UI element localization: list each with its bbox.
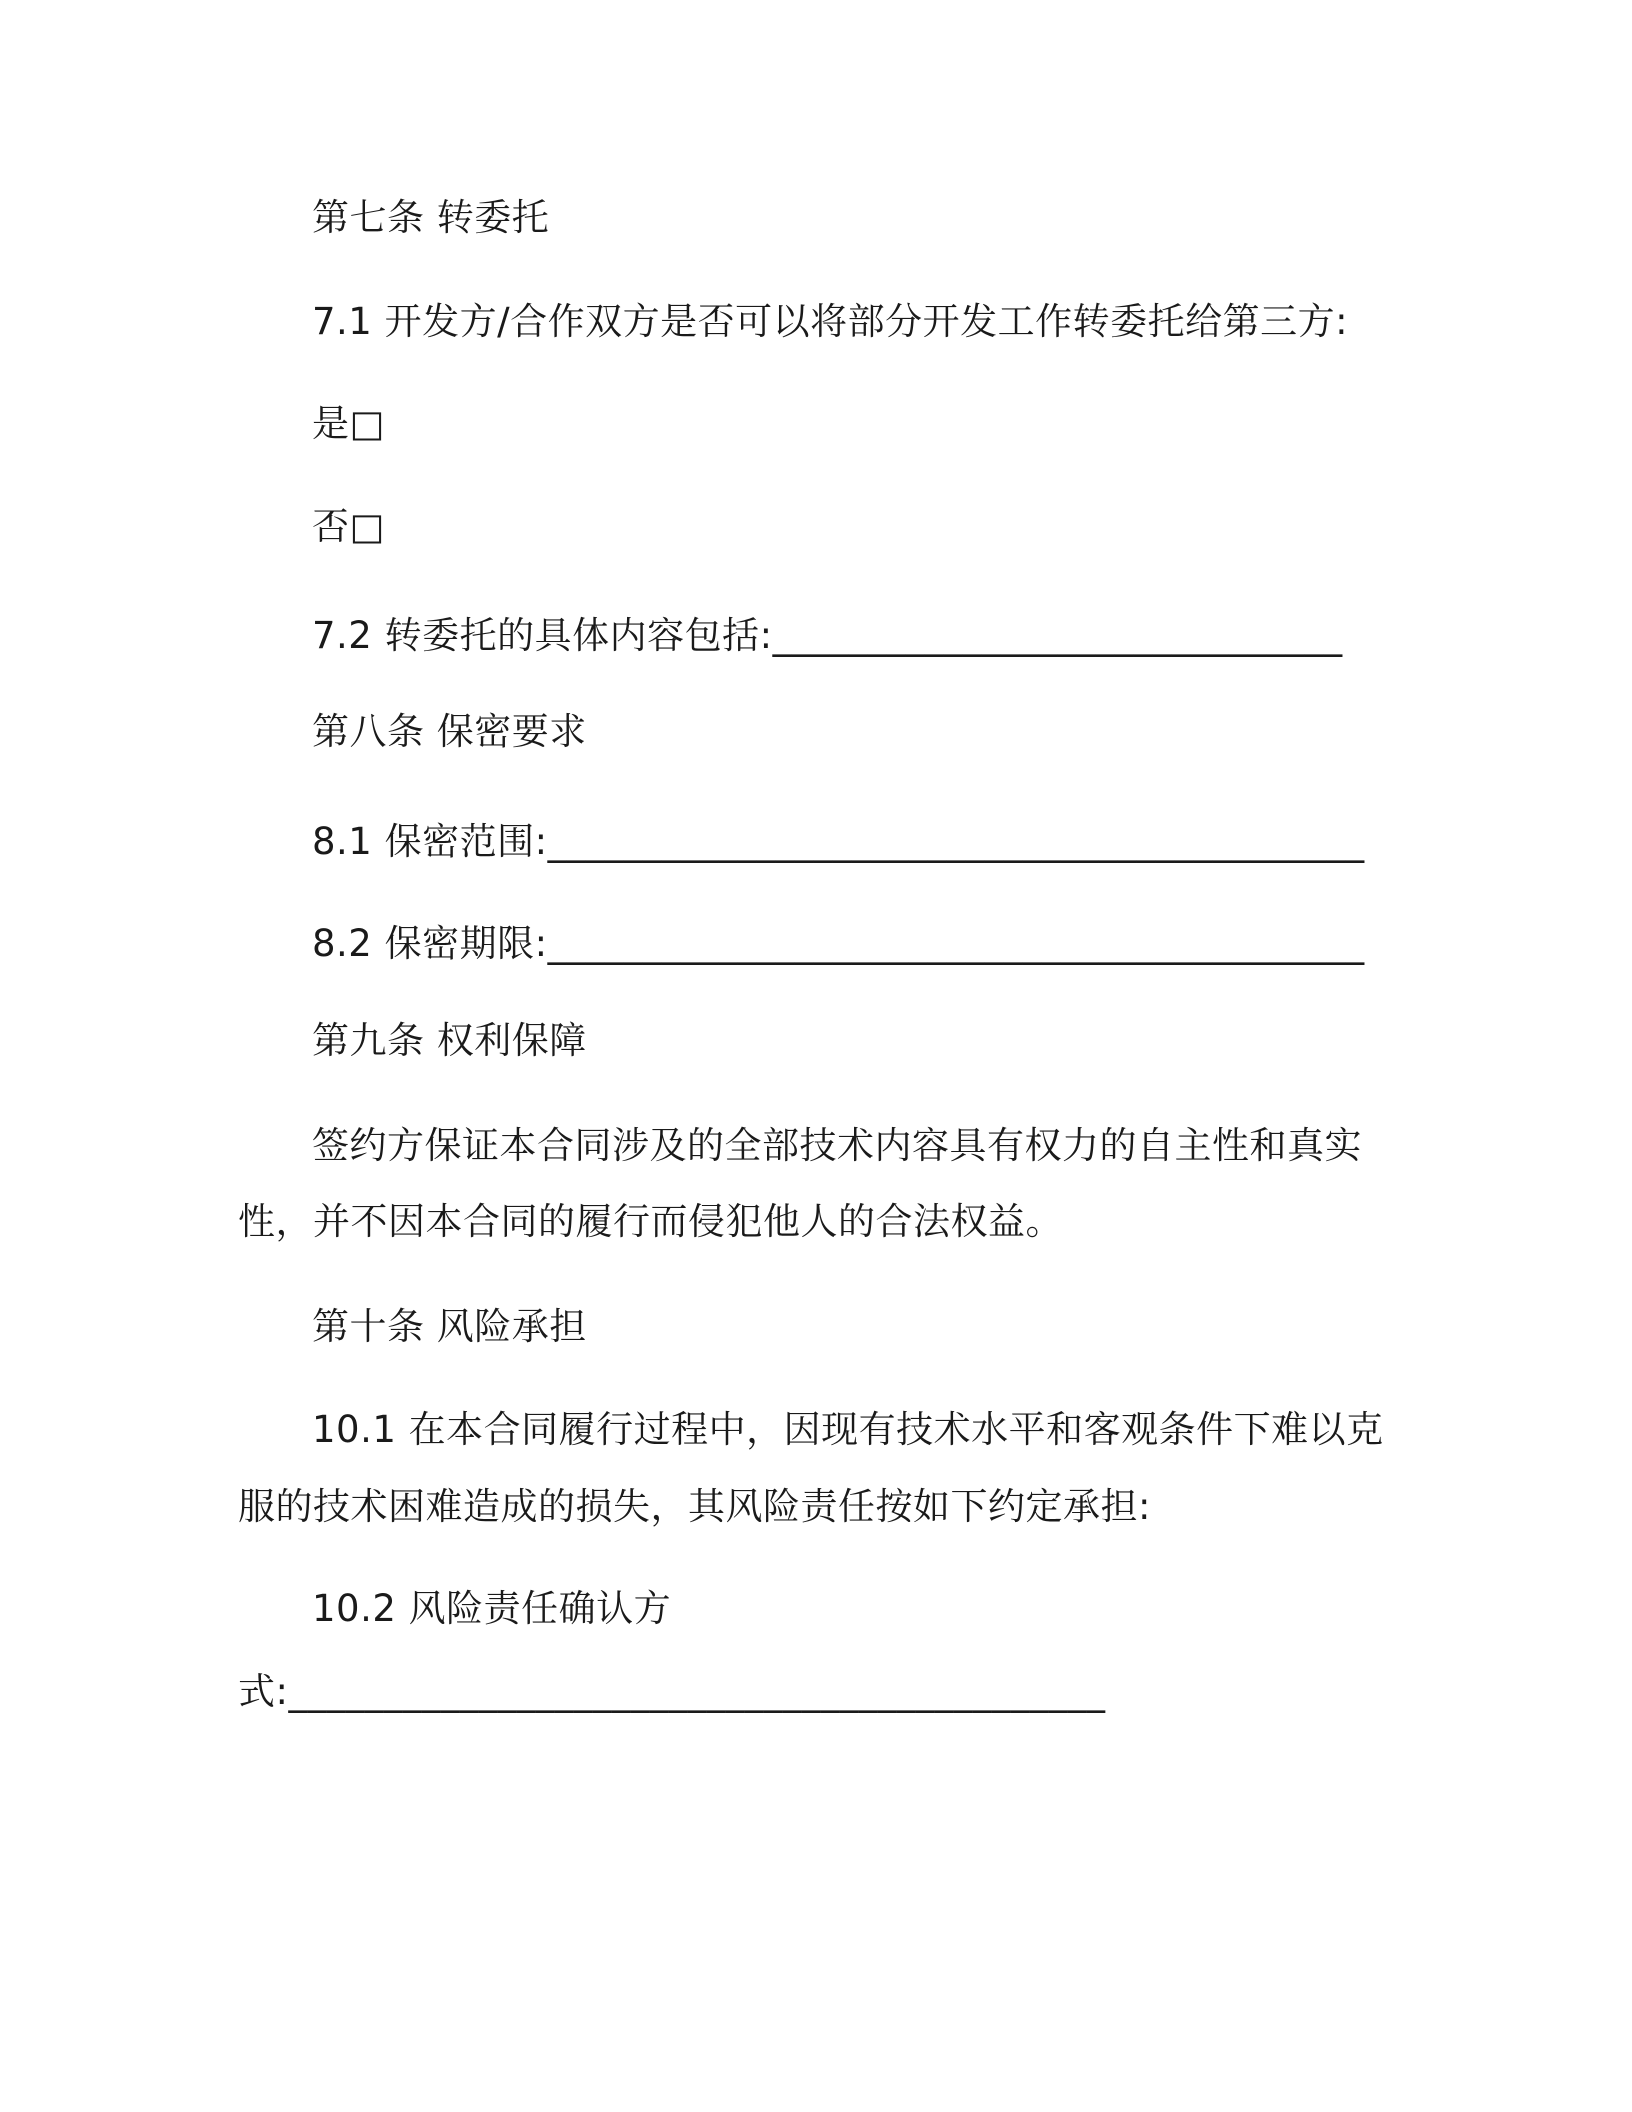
clause-10-1-line1: 10.1 在本合同履行过程中，因现有技术水平和客观条件下难以克 xyxy=(312,1408,1384,1451)
article-9-paragraph-line2: 性，并不因本合同的履行而侵犯他人的合法权益。 xyxy=(238,1200,1063,1243)
clause-8-2: 8.2 保密期限:___________________________________________ xyxy=(312,922,1365,965)
clause-7-1: 7.1 开发方/合作双方是否可以将部分开发工作转委托给第三方: xyxy=(312,300,1349,343)
option-yes-checkbox: 是□ xyxy=(312,402,385,445)
article-7-heading: 第七条 转委托 xyxy=(312,196,550,239)
option-no-checkbox: 否□ xyxy=(312,505,385,548)
article-8-heading: 第八条 保密要求 xyxy=(312,710,587,753)
article-9-paragraph-line1: 签约方保证本合同涉及的全部技术内容具有权力的自主性和真实 xyxy=(312,1124,1362,1167)
article-10-heading: 第十条 风险承担 xyxy=(312,1305,587,1348)
clause-7-2: 7.2 转委托的具体内容包括:______________________________ xyxy=(312,614,1343,657)
clause-10-1-line2: 服的技术困难造成的损失，其风险责任按如下约定承担: xyxy=(238,1485,1151,1528)
clause-10-2-line1: 10.2 风险责任确认方 xyxy=(312,1587,672,1630)
clause-8-1: 8.1 保密范围:___________________________________________ xyxy=(312,820,1365,863)
article-9-heading: 第九条 权利保障 xyxy=(312,1019,587,1062)
clause-10-2-line2: 式:___________________________________________ xyxy=(238,1670,1106,1713)
